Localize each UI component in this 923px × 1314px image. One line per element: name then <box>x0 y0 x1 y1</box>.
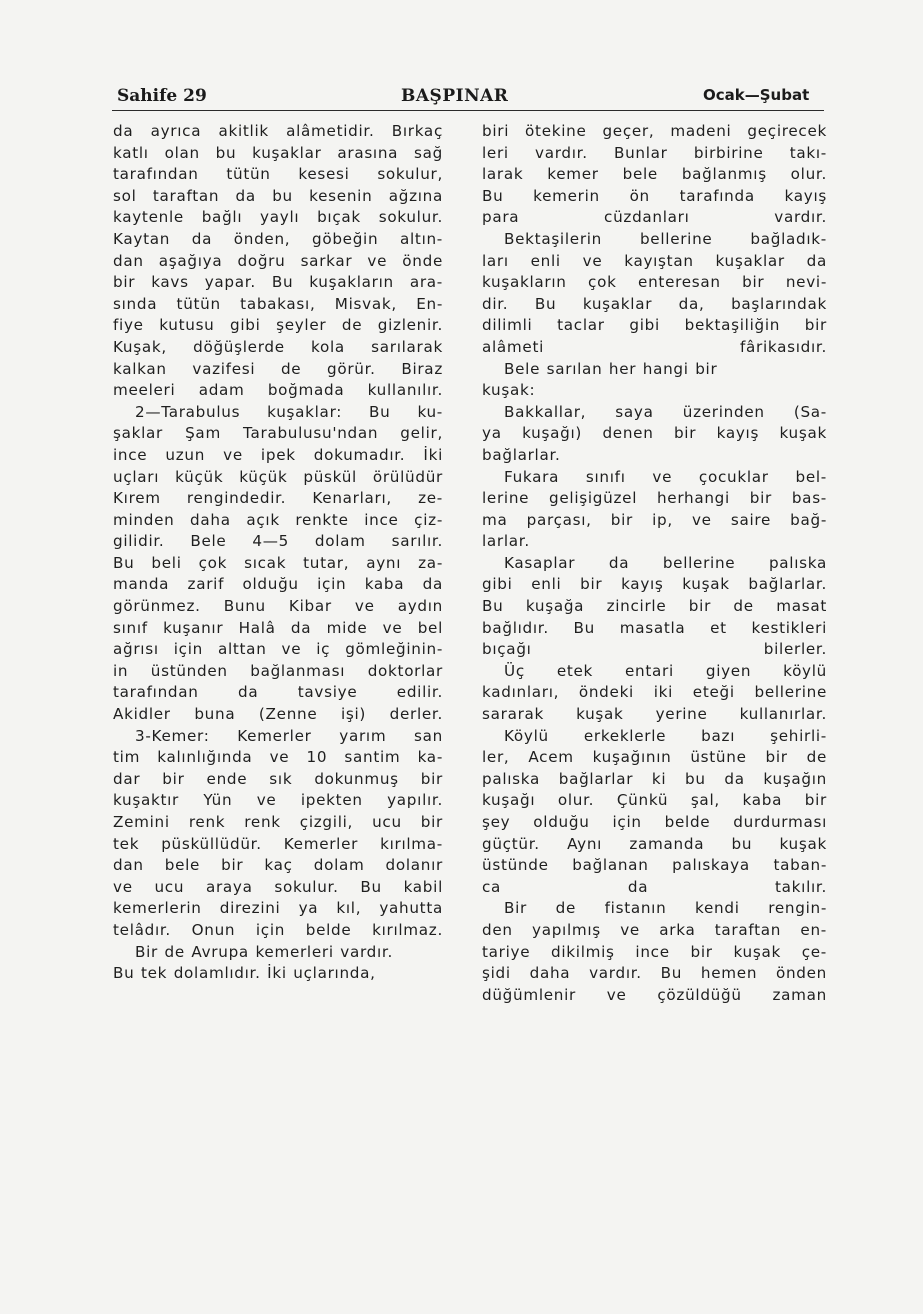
right-column <box>482 121 827 1006</box>
paragraph-kemer: 3-Kemer: Kemerler yarım san tim kalınlığında ve 10 santim ka- dar bir ende sık dokunmuş bir kuşaktır Yün ve ipekten yapılır. Zemini renk renk çizgili, ucu bir tek püsküllüdür. Kemerler kırılma- dan bele bir kaç dolam dolanır ve ucu araya sokulur. Bu kabil kemerlerin direzini ya kıl, yahutta telâdır. Onun için belde kırılmaz. <box>113 726 443 939</box>
page-number: Sahife 29 <box>117 86 207 106</box>
paragraph-belt-continuation: da ayrıca akitlik alâmetidir. Bırkaç katlı olan bu kuşaklar arasına sağ tarafından tütün kesesi sokulur, sol taraftan da bu kesenin ağzına kaytenle bağlı yaylı bıçak sokulur. Kaytan da önden, göbeğin altın- dan aşağıya doğru sarkar ve önde bir kavs yapar. Bu kuşakların ara- sında tütün tabakası, Misvak, En- fiye kutusu gibi şeyler de gizlenir. Kuşak, döğüşlerde kola sarılarak kalkan vazifesi de görür. Biraz meeleri adam boğmada kullanılır. <box>113 122 443 400</box>
paragraph-poor-children: Fukara sınıfı ve çocuklar bel- lerine gelişigüzel herhangi bir bas- ma parçası, bir ip, ve saire bağ- larlar. <box>482 467 827 551</box>
paragraph-any-belt: Bele sarılan her hangi bir kuşak: <box>482 359 718 400</box>
journal-title: BAŞPINAR <box>401 86 509 106</box>
paragraph-grocers: Bakkallar, saya üzerinden (Sa- ya kuşağı) denen bir kayış kuşak bağlarlar. <box>482 402 827 464</box>
paragraph-tarabulus-belts: 2—Tarabulus kuşaklar: Bu ku- şaklar Şam Tarabulusu'ndan gelir, ince uzun ve ipek dokumadır. İki uçları küçük küçük püskül örülüdür Kırem rengindedir. Kenarları, ze- minden daha açık renkte ince çiz- gilidir. Bele 4—5 dolam sarılır. Bu beli çok sıcak tutar, aynı za- manda zarif olduğu için kaba da görünmez. Bunu Kibar ve aydın sınıf kuşanır Halâ da mide ve bel ağrısı için alttan ve iç gömleğinin- in üstünden bağlanması doktorlar tarafından da tavsiye edilir. Akidler buna (Zenne işi) derler. <box>113 402 443 724</box>
paragraph-village-men: Köylü erkeklerle bazı şehirli- ler, Acem kuşağının üstüne bir de palıska bağlarlar ki bu da kuşağın kuşağı olur. Çünkü şal, kaba bir şey olduğu için belde durdurması güçtür. Aynı zamanda bu kuşak üstünde bağlanan palıskaya taban- ca da takılır. <box>482 726 827 896</box>
paragraph-village-women: Üç etek entari giyen köylü kadınları, öndeki iki eteği bellerine sararak kuşak yerine kullanırlar. <box>482 661 827 724</box>
paragraph-belt-buckle: biri ötekine geçer, madeni geçirecek leri vardır. Bunlar birbirine takı- larak kemer bele bağlanmış olur. Bu kemerin ön tarafında kayış para cüzdanları vardır. <box>482 122 827 227</box>
paragraph-butchers: Kasaplar da bellerine palıska gibi enli bir kayış kuşak bağlarlar. Bu kuşağa zincirle bir de masat bağlıdır. Bu masatla et kestikleri bıçağı bilerler. <box>482 553 827 659</box>
left-column <box>113 121 443 985</box>
paragraph-european-belts: Bir de Avrupa kemerleri vardır. Bu tek dolamlıdır. İki uçlarında, <box>113 942 393 983</box>
issue-date: Ocak—Şubat <box>703 86 810 104</box>
header-rule <box>112 110 824 111</box>
paragraph-dress-belt: Bir de fistanın kendi rengin- den yapılmış ve arka taraftan en- tariye dikilmiş ince bir kuşak çe- şidi daha vardır. Bu hemen önden düğümlenir ve çözüldüğü zaman <box>482 899 827 1004</box>
paragraph-bektashi-belts: Bektaşilerin bellerine bağladık- ları enli ve kayıştan kuşaklar da kuşakların çok enteresan bir nevi- dir. Bu kuşaklar da, başlarındak dilimli taclar gibi bektaşiliğin bir alâmeti fârikasıdır. <box>482 229 827 356</box>
page-header <box>117 86 820 108</box>
